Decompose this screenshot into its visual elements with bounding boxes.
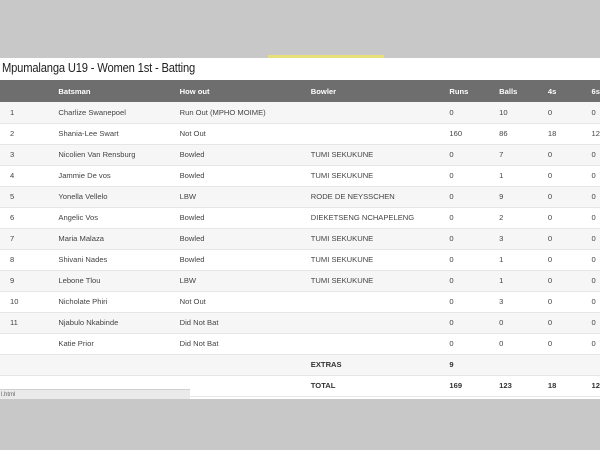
how-out: Did Not Bat (179, 339, 219, 348)
row-number: 4 (10, 171, 15, 180)
top-background (0, 0, 600, 55)
total-label: TOTAL (310, 381, 336, 390)
batsman-name: Katie Prior (58, 339, 94, 348)
bowler-name: DIEKETSENG NCHAPELENG (310, 213, 415, 222)
sixes: 0 (591, 276, 596, 285)
balls: 2 (499, 213, 504, 222)
balls: 7 (499, 150, 504, 159)
sixes: 0 (591, 339, 596, 348)
bowler-name: TUMI SEKUKUNE (310, 150, 374, 159)
table-row (0, 207, 600, 228)
fours: 0 (547, 234, 553, 243)
fours: 0 (547, 318, 553, 327)
batsman-name: Lebone Tlou (58, 276, 101, 285)
runs: 0 (449, 339, 454, 348)
fours: 0 (547, 192, 553, 201)
runs: 160 (449, 129, 463, 138)
batting-table (0, 80, 600, 397)
balls: 0 (499, 339, 504, 348)
batsman-name: Nicolien Van Rensburg (58, 150, 136, 159)
fours: 0 (547, 213, 553, 222)
how-out: Not Out (179, 297, 206, 306)
total-fours: 18 (547, 381, 557, 390)
sixes: 0 (591, 213, 596, 222)
bowler-name (311, 291, 450, 312)
fours: 18 (547, 129, 557, 138)
table-row (0, 144, 600, 165)
how-out: Run Out (MPHO MOIME) (179, 107, 266, 117)
how-out: Bowled (179, 150, 205, 159)
bowler-name (311, 102, 450, 123)
balls: 86 (499, 129, 508, 138)
fours: 0 (547, 107, 553, 117)
sixes: 0 (591, 297, 596, 306)
status-url: l.html (0, 389, 190, 399)
batsman-name: Jammie De vos (58, 171, 111, 180)
bowler-name (311, 123, 450, 144)
sixes: 0 (591, 171, 596, 180)
runs: 0 (449, 234, 454, 243)
table-row (0, 333, 600, 354)
header-balls: Balls (499, 86, 518, 96)
runs: 0 (449, 318, 454, 327)
total-balls: 123 (499, 381, 512, 390)
runs: 0 (449, 150, 454, 159)
row-number: 9 (10, 276, 15, 285)
row-number: 7 (10, 234, 15, 243)
row-number (0, 333, 58, 354)
batsman-name: Yonella Vellelo (58, 192, 108, 201)
how-out: Did Not Bat (179, 318, 219, 327)
fours: 0 (547, 171, 553, 180)
sixes: 0 (591, 255, 596, 264)
how-out: Bowled (179, 234, 205, 243)
row-number: 1 (10, 107, 15, 117)
sixes: 0 (591, 150, 596, 159)
table-row (0, 312, 600, 333)
fours: 0 (547, 276, 553, 285)
extras-runs: 9 (449, 360, 454, 369)
fours: 0 (547, 255, 553, 264)
row-number: 6 (10, 213, 15, 222)
runs: 0 (449, 107, 454, 117)
bowler-name: TUMI SEKUKUNE (310, 234, 374, 243)
header-runs: Runs (449, 86, 469, 96)
table-header-row (0, 80, 600, 102)
bowler-name: TUMI SEKUKUNE (310, 171, 374, 180)
total-runs: 169 (449, 381, 463, 390)
batsman-name: Nicholate Phiri (58, 297, 108, 306)
how-out: Bowled (179, 213, 205, 222)
row-number: 5 (10, 192, 15, 201)
how-out: Bowled (179, 171, 205, 180)
extras-row (0, 354, 600, 375)
bowler-name (311, 333, 450, 354)
total-sixes: 12 (591, 381, 600, 390)
bowler-name: TUMI SEKUKUNE (310, 255, 374, 264)
batsman-name: Njabulo Nkabinde (58, 318, 119, 327)
header-fours: 4s (547, 86, 557, 96)
balls: 3 (499, 297, 504, 306)
batsman-name: Shania-Lee Swart (58, 129, 119, 138)
how-out: LBW (179, 276, 197, 285)
bowler-name: RODE DE NEYSSCHEN (310, 192, 395, 201)
runs: 0 (449, 297, 454, 306)
runs: 0 (449, 276, 454, 285)
table-row (0, 165, 600, 186)
fours: 0 (547, 297, 553, 306)
row-number: 10 (10, 297, 19, 306)
row-number: 2 (10, 129, 15, 138)
balls: 1 (499, 276, 504, 285)
row-number: 3 (10, 150, 15, 159)
extras-label: EXTRAS (310, 360, 342, 369)
batsman-name: Charlize Swanepoel (58, 107, 126, 117)
runs: 0 (449, 171, 454, 180)
balls: 1 (499, 171, 504, 180)
sixes: 0 (591, 192, 596, 201)
balls: 3 (499, 234, 504, 243)
header-bowler: Bowler (310, 86, 337, 96)
runs: 0 (449, 192, 454, 201)
fours: 0 (547, 150, 553, 159)
header-how-out: How out (179, 86, 210, 96)
header-sixes: 6s (591, 86, 600, 96)
sixes: 0 (591, 318, 596, 327)
table-row (0, 249, 600, 270)
batsman-name: Maria Malaza (58, 234, 104, 243)
how-out: Not Out (179, 129, 206, 138)
bowler-name: TUMI SEKUKUNE (310, 276, 374, 285)
balls: 0 (499, 318, 504, 327)
bowler-name (311, 312, 450, 333)
sixes: 0 (591, 234, 596, 243)
row-number: 11 (10, 318, 18, 327)
sixes: 0 (591, 107, 596, 117)
table-row (0, 228, 600, 249)
runs: 0 (449, 213, 454, 222)
header-number (0, 80, 58, 102)
batsman-name: Shivani Nades (58, 255, 108, 264)
table-row (0, 186, 600, 207)
balls: 10 (499, 107, 508, 117)
how-out: Bowled (179, 255, 205, 264)
fours: 0 (547, 339, 553, 348)
table-row (0, 102, 600, 123)
batsman-name: Angelic Vos (58, 213, 99, 222)
balls: 9 (499, 192, 504, 201)
row-number: 8 (10, 255, 15, 264)
scorecard-panel (0, 58, 600, 399)
header-batsman: Batsman (58, 86, 91, 96)
page-title: Mpumalanga U19 - Women 1st - Batting (2, 60, 196, 75)
runs: 0 (449, 255, 454, 264)
table-row (0, 291, 600, 312)
table-row (0, 123, 600, 144)
table-row (0, 270, 600, 291)
balls: 1 (499, 255, 504, 264)
sixes: 12 (591, 129, 600, 138)
how-out: LBW (179, 192, 197, 201)
